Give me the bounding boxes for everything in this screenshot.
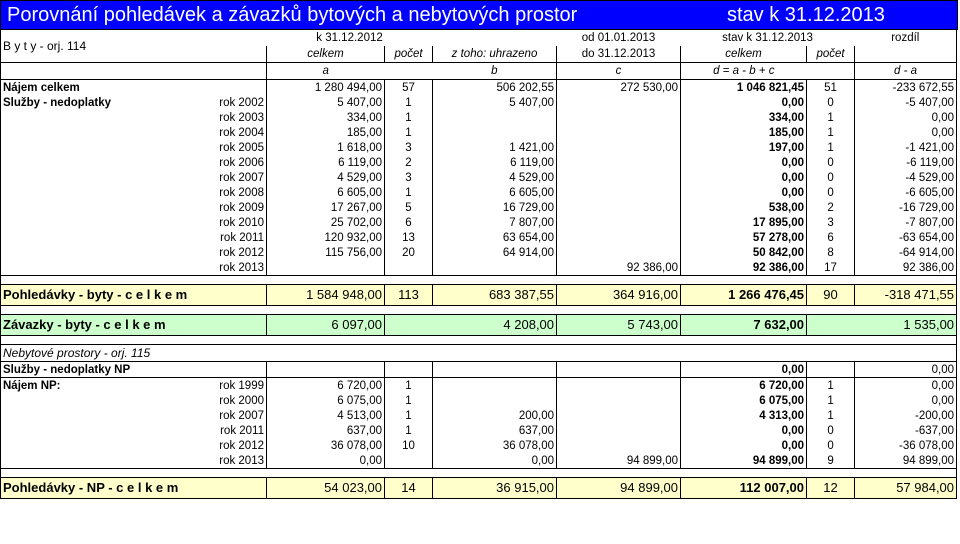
value-d: 4 313,00	[681, 408, 807, 423]
table-row	[1, 125, 957, 140]
count-d: 9	[807, 453, 855, 469]
table-row	[1, 285, 957, 306]
value-d: 92 386,00	[681, 260, 807, 276]
table-row	[1, 378, 957, 394]
count-d: 8	[807, 245, 855, 260]
value-d: 57 278,00	[681, 230, 807, 245]
count-d: 1	[807, 140, 855, 155]
table-cell	[681, 345, 807, 362]
value-b: 200,00	[433, 408, 557, 423]
count-d: 1	[807, 393, 855, 408]
value-diff: 94 899,00	[855, 453, 957, 469]
count-d: 1	[807, 378, 855, 394]
header-c: c	[557, 63, 681, 80]
value-b	[433, 125, 557, 140]
table-cell	[855, 345, 957, 362]
table-row	[1, 95, 957, 110]
table-cell	[267, 345, 385, 362]
value-b: 637,00	[433, 423, 557, 438]
table-row	[1, 453, 957, 469]
value-b: 5 407,00	[433, 95, 557, 110]
row-label: Nájem celkem	[1, 80, 267, 96]
value-a: 1 618,00	[267, 140, 385, 155]
row-label	[1, 408, 201, 423]
value-a: 6 075,00	[267, 393, 385, 408]
value-a: 115 756,00	[267, 245, 385, 260]
count-d: 3	[807, 215, 855, 230]
count-a: 14	[385, 478, 433, 499]
count-a: 20	[385, 245, 433, 260]
value-c	[557, 140, 681, 155]
row-year: rok 2011	[220, 424, 264, 437]
section-label-nebyt: Nebytové prostory - orj. 115	[1, 345, 267, 362]
value-a: 6 097,00	[267, 315, 385, 336]
count-a: 113	[385, 285, 433, 306]
header-od: od 01.01.2013	[581, 31, 656, 44]
value-d: 538,00	[681, 200, 807, 215]
value-c	[557, 393, 681, 408]
value-c	[557, 200, 681, 215]
value-b: 6 605,00	[433, 185, 557, 200]
table-row	[1, 200, 957, 215]
value-b: 506 202,55	[433, 80, 557, 96]
row-label	[1, 110, 201, 125]
row-year: rok 2005	[219, 141, 264, 154]
value-diff: 92 386,00	[855, 260, 957, 276]
header-a: a	[267, 63, 385, 80]
value-diff: -318 471,55	[855, 285, 957, 306]
count-a: 3	[385, 140, 433, 155]
page-title: Porovnání pohledávek a závazků bytových a nebytových prostor	[7, 3, 578, 26]
row-year: rok 2010	[219, 216, 264, 229]
header-b: b	[433, 63, 557, 80]
value-diff: 0,00	[855, 378, 957, 394]
header-da: d - a	[855, 63, 957, 80]
value-d: 7 632,00	[681, 315, 807, 336]
table-cell	[267, 362, 385, 378]
value-c: 92 386,00	[557, 260, 681, 276]
value-a: 5 407,00	[267, 95, 385, 110]
count-a: 1	[385, 393, 433, 408]
header-pocet2: počet	[807, 46, 855, 63]
count-d: 0	[807, 423, 855, 438]
row-label: Pohledávky - NP - c e l k e m	[1, 478, 267, 499]
value-c	[557, 215, 681, 230]
value-c	[557, 155, 681, 170]
value-c	[557, 378, 681, 394]
value-diff: 0,00	[855, 125, 957, 140]
value-d: 0,00	[681, 155, 807, 170]
count-d: 17	[807, 260, 855, 276]
value-a: 54 023,00	[267, 478, 385, 499]
value-a: 637,00	[267, 423, 385, 438]
row-year: rok 2013	[201, 260, 267, 276]
row-year: rok 2011	[220, 231, 264, 244]
value-c	[557, 438, 681, 453]
value-d: 0,00	[681, 423, 807, 438]
value-b: 63 654,00	[433, 230, 557, 245]
value-diff: -36 078,00	[855, 438, 957, 453]
section-label-byty: B y t y - orj. 114	[1, 30, 201, 63]
table-cell	[385, 345, 433, 362]
row-year: rok 2000	[219, 394, 264, 407]
count-d: 90	[807, 285, 855, 306]
value-d: 112 007,00	[681, 478, 807, 499]
count-a: 6	[385, 215, 433, 230]
value-b	[433, 260, 557, 276]
count-a: 1	[385, 423, 433, 438]
count-a: 1	[385, 110, 433, 125]
value-diff: -64 914,00	[855, 245, 957, 260]
value-b: 683 387,55	[433, 285, 557, 306]
data-table	[0, 30, 957, 499]
value-diff: -16 729,00	[855, 200, 957, 215]
row-label	[1, 260, 201, 276]
value-diff: -637,00	[855, 423, 957, 438]
table-row	[1, 408, 957, 423]
value-c	[557, 125, 681, 140]
value-d: 94 899,00	[681, 453, 807, 469]
count-d: 51	[807, 80, 855, 96]
value-d: 0,00	[681, 170, 807, 185]
row-year: rok 2002	[219, 96, 264, 109]
value-b: 4 529,00	[433, 170, 557, 185]
count-d: 2	[807, 200, 855, 215]
value-a: 1 584 948,00	[267, 285, 385, 306]
value-c: 94 899,00	[557, 453, 681, 469]
row-year: rok 2007	[219, 171, 264, 184]
table-row	[1, 438, 957, 453]
count-a: 1	[385, 185, 433, 200]
value-a: 6 119,00	[267, 155, 385, 170]
count-d: 0	[807, 185, 855, 200]
table-cell	[385, 362, 433, 378]
value-a: 334,00	[267, 110, 385, 125]
row-label: Závazky - byty - c e l k e m	[1, 315, 267, 336]
row-year: rok 2009	[219, 201, 264, 214]
value-diff: -233 672,55	[855, 80, 957, 96]
header-rozdil: rozdíl	[855, 30, 957, 46]
value-diff: -7 807,00	[855, 215, 957, 230]
table-row	[1, 185, 957, 200]
row-label	[1, 140, 201, 155]
header-celkem2: celkem	[681, 46, 807, 63]
value-diff: -6 119,00	[855, 155, 957, 170]
value-b	[433, 110, 557, 125]
row-label	[1, 453, 201, 469]
table-row	[1, 260, 957, 276]
value-d: 0,00	[681, 438, 807, 453]
table-row	[1, 362, 957, 378]
value-diff: 0,00	[855, 362, 957, 378]
value-b: 6 119,00	[433, 155, 557, 170]
row-label	[1, 230, 201, 245]
count-a: 1	[385, 378, 433, 394]
count-a: 1	[385, 95, 433, 110]
value-diff: -200,00	[855, 408, 957, 423]
value-d: 334,00	[681, 110, 807, 125]
row-label	[1, 438, 201, 453]
value-a: 120 932,00	[267, 230, 385, 245]
value-d: 6 720,00	[681, 378, 807, 394]
title-bar	[0, 0, 958, 30]
value-diff: 57 984,00	[855, 478, 957, 499]
value-d: 50 842,00	[681, 245, 807, 260]
row-label	[1, 170, 201, 185]
row-year: rok 2013	[201, 453, 267, 469]
table-row	[1, 230, 957, 245]
row-year: rok 2012	[219, 246, 264, 259]
table-cell	[557, 345, 681, 362]
header-celkem: celkem	[267, 46, 385, 63]
count-a: 2	[385, 155, 433, 170]
row-label	[1, 393, 201, 408]
value-d: 0,00	[681, 362, 807, 378]
value-a: 6 720,00	[267, 378, 385, 394]
table-row	[1, 110, 957, 125]
sluzby-label: Služby - nedoplatky	[1, 95, 201, 110]
table-row	[1, 393, 957, 408]
count-a: 57	[385, 80, 433, 96]
table-row	[1, 80, 957, 96]
value-c: 94 899,00	[557, 478, 681, 499]
value-diff: 0,00	[855, 393, 957, 408]
count-d: 0	[807, 155, 855, 170]
row-label	[1, 185, 201, 200]
value-a: 1 280 494,00	[267, 80, 385, 96]
najem-np-label: Nájem NP:	[1, 378, 201, 394]
value-a: 4 513,00	[267, 408, 385, 423]
value-a: 17 267,00	[267, 200, 385, 215]
table-row	[1, 478, 957, 499]
value-d: 185,00	[681, 125, 807, 140]
row-year: rok 2007	[219, 409, 264, 422]
row-year: rok 2003	[219, 111, 264, 124]
table-row	[1, 155, 957, 170]
row-label	[1, 245, 201, 260]
row-year: rok 2012	[219, 439, 264, 452]
count-d: 0	[807, 170, 855, 185]
value-c: 272 530,00	[557, 80, 681, 96]
value-c	[557, 95, 681, 110]
value-diff: -5 407,00	[855, 95, 957, 110]
value-b: 4 208,00	[385, 315, 557, 336]
page-date: stav k 31.12.2013	[727, 3, 885, 26]
value-diff: -63 654,00	[855, 230, 957, 245]
table-cell	[807, 345, 855, 362]
table-row	[1, 170, 957, 185]
row-year: rok 2004	[219, 126, 264, 139]
count-a: 3	[385, 170, 433, 185]
row-label	[1, 200, 201, 215]
row-label	[1, 125, 201, 140]
count-a: 1	[385, 125, 433, 140]
value-diff: -4 529,00	[855, 170, 957, 185]
value-d: 6 075,00	[681, 393, 807, 408]
value-d: 1 046 821,45	[681, 80, 807, 96]
row-label: Služby - nedoplatky NP	[1, 362, 267, 378]
value-diff: -6 605,00	[855, 185, 957, 200]
value-c	[557, 245, 681, 260]
value-d: 0,00	[681, 185, 807, 200]
table-cell	[557, 362, 681, 378]
value-b: 36 915,00	[433, 478, 557, 499]
row-label	[1, 215, 201, 230]
value-diff: 1 535,00	[807, 315, 957, 336]
value-d: 197,00	[681, 140, 807, 155]
table-row	[1, 215, 957, 230]
count-d: 0	[807, 95, 855, 110]
table-row	[1, 140, 957, 155]
table-cell	[807, 362, 855, 378]
value-d: 0,00	[681, 95, 807, 110]
table-cell	[433, 362, 557, 378]
value-a: 0,00	[267, 453, 385, 469]
value-c	[557, 110, 681, 125]
row-year: rok 2008	[219, 186, 264, 199]
value-c	[557, 185, 681, 200]
value-c	[557, 423, 681, 438]
value-d: 17 895,00	[681, 215, 807, 230]
row-year: rok 1999	[201, 378, 267, 394]
value-c	[557, 230, 681, 245]
header-pocet: počet	[385, 46, 433, 63]
value-c: 5 743,00	[557, 315, 681, 336]
value-a: 25 702,00	[267, 215, 385, 230]
count-d: 0	[807, 438, 855, 453]
value-diff: 0,00	[855, 110, 957, 125]
value-diff: -1 421,00	[855, 140, 957, 155]
value-a: 185,00	[267, 125, 385, 140]
table-row	[1, 423, 957, 438]
value-b: 16 729,00	[433, 200, 557, 215]
header-stav: stav k 31.12.2013	[722, 31, 813, 44]
value-b: 36 078,00	[433, 438, 557, 453]
header-d: d = a - b + c	[681, 63, 807, 80]
row-year: rok 2006	[219, 156, 264, 169]
row-label: Pohledávky - byty - c e l k e m	[1, 285, 267, 306]
table-row	[1, 315, 957, 336]
value-b: 7 807,00	[433, 215, 557, 230]
value-a: 4 529,00	[267, 170, 385, 185]
count-d: 12	[807, 478, 855, 499]
count-a	[385, 453, 433, 469]
header-do: do 31.12.2013	[557, 46, 681, 63]
count-d: 1	[807, 125, 855, 140]
value-c	[557, 170, 681, 185]
count-a	[385, 260, 433, 276]
count-a: 10	[385, 438, 433, 453]
count-a: 5	[385, 200, 433, 215]
value-b: 64 914,00	[433, 245, 557, 260]
value-b: 1 421,00	[433, 140, 557, 155]
table-row	[1, 245, 957, 260]
value-d: 1 266 476,45	[681, 285, 807, 306]
value-b	[433, 378, 557, 394]
count-d: 1	[807, 110, 855, 125]
count-d: 1	[807, 408, 855, 423]
table-cell	[433, 345, 557, 362]
value-a: 6 605,00	[267, 185, 385, 200]
row-label	[1, 423, 201, 438]
count-a: 13	[385, 230, 433, 245]
value-a	[267, 260, 385, 276]
count-a: 1	[385, 408, 433, 423]
count-d: 6	[807, 230, 855, 245]
value-b: 0,00	[433, 453, 557, 469]
header-k: k 31.12.2012	[316, 31, 383, 44]
value-c: 364 916,00	[557, 285, 681, 306]
row-label	[1, 155, 201, 170]
value-c	[557, 408, 681, 423]
value-a: 36 078,00	[267, 438, 385, 453]
header-z-toho: z toho: uhrazeno	[433, 46, 557, 63]
value-b	[433, 393, 557, 408]
